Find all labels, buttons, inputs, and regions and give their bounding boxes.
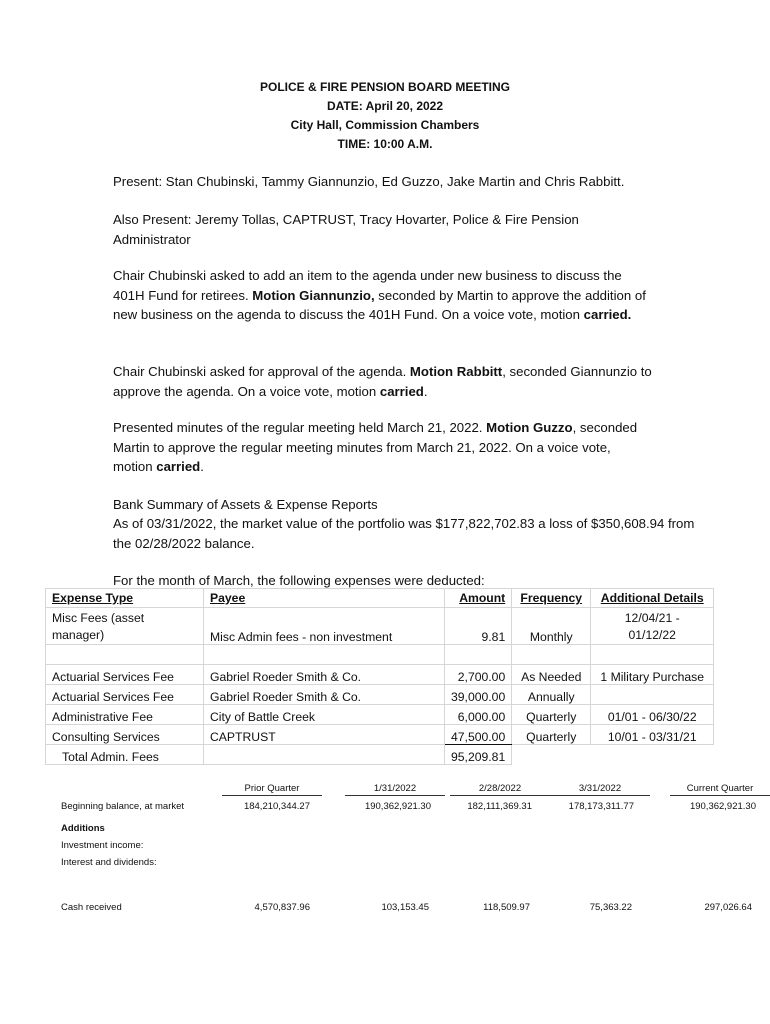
details-cell: 01/01 - 06/30/22 bbox=[591, 705, 714, 725]
beginning-prior-quarter: 184,210,344.27 bbox=[243, 801, 310, 812]
total-amount: 95,209.81 bbox=[445, 745, 512, 765]
table-row bbox=[46, 705, 714, 725]
agenda-approval-paragraph bbox=[113, 362, 668, 401]
beginning-feb: 182,111,369.31 bbox=[467, 801, 532, 812]
minutes-text-1: Presented minutes of the regular meeting held March 21, 2022. bbox=[113, 420, 487, 435]
frequency-cell: Quarterly bbox=[512, 725, 591, 745]
cash-current-quarter: 297,026.64 bbox=[704, 902, 752, 913]
agenda-approval-text-2: , seconded Giannunzio to approve the agenda. On a voice vote, motion bbox=[113, 364, 652, 399]
balance-col-current-quarter: Current Quarter bbox=[670, 783, 770, 796]
expense-type-line-2: manager) bbox=[52, 628, 105, 642]
additions-label: Additions bbox=[61, 823, 105, 834]
agenda-approval-result: carried bbox=[379, 383, 424, 399]
meeting-location: City Hall, Commission Chambers bbox=[290, 118, 480, 132]
beginning-balance-label: Beginning balance, at market bbox=[61, 801, 185, 812]
table-row bbox=[46, 665, 714, 685]
empty-cell bbox=[445, 645, 512, 665]
cash-received-label: Cash received bbox=[61, 902, 122, 913]
agenda-item-paragraph bbox=[113, 266, 653, 325]
empty-cell bbox=[512, 745, 591, 765]
payee-cell: Gabriel Roeder Smith & Co. bbox=[204, 685, 445, 705]
beginning-current-quarter: 190,362,921.30 bbox=[689, 801, 756, 812]
minutes-motion: Motion Guzzo bbox=[486, 420, 573, 435]
amount-cell: 39,000.00 bbox=[445, 685, 512, 705]
frequency-cell: Annually bbox=[512, 685, 591, 705]
expense-type-cell: Actuarial Services Fee bbox=[46, 665, 204, 685]
meeting-time: TIME: 10:00 A.M. bbox=[337, 137, 433, 151]
expense-type-cell: Consulting Services bbox=[46, 725, 204, 745]
amount-cell: 9.81 bbox=[445, 608, 512, 645]
balance-col-prior-quarter: Prior Quarter bbox=[222, 783, 322, 796]
agenda-item-text-1: Chair Chubinski asked to add an item to the agenda under new business to discuss the 401H Fund for retirees. bbox=[113, 268, 622, 303]
empty-cell bbox=[204, 645, 445, 665]
expense-table bbox=[45, 588, 714, 765]
interest-dividends-label: Interest and dividends: bbox=[61, 857, 157, 868]
minutes-paragraph bbox=[113, 418, 648, 477]
frequency-cell: Monthly bbox=[512, 608, 591, 645]
expense-type-cell: Administrative Fee bbox=[46, 705, 204, 725]
details-cell: 1 Military Purchase bbox=[591, 665, 714, 685]
balance-col-feb: 2/28/2022 bbox=[450, 783, 550, 796]
expense-table-header bbox=[46, 589, 714, 608]
meeting-title: POLICE & FIRE PENSION BOARD MEETING bbox=[259, 80, 511, 94]
table-row-spacer bbox=[46, 645, 714, 665]
agenda-approval-text-1: Chair Chubinski asked for approval of the agenda. bbox=[113, 364, 410, 379]
amount-cell: 2,700.00 bbox=[445, 665, 512, 685]
meeting-date: DATE: April 20, 2022 bbox=[326, 99, 444, 113]
expenses-intro: For the month of March, the following expenses were deducted: bbox=[113, 573, 485, 588]
col-expense-type: Expense Type bbox=[46, 589, 204, 608]
payee-cell: CAPTRUST bbox=[204, 725, 445, 745]
total-label: Total Admin. Fees bbox=[46, 745, 204, 765]
agenda-item-result: carried. bbox=[583, 307, 632, 322]
details-line-2: 01/12/22 bbox=[628, 628, 676, 642]
payee-cell: Misc Admin fees - non investment bbox=[204, 608, 445, 645]
also-present-paragraph: Also Present: Jeremy Tollas, CAPTRUST, Tracy Hovarter, Police & Fire Pension Administrator bbox=[113, 212, 579, 247]
bank-summary-heading: Bank Summary of Assets & Expense Reports bbox=[113, 497, 378, 512]
minutes-text-2: , seconded Martin to approve the regular meeting minutes from March 21, 2022. On a voice vote, motion bbox=[113, 420, 638, 474]
details-cell: 10/01 - 03/31/21 bbox=[591, 725, 714, 745]
expense-type-cell: Actuarial Services Fee bbox=[46, 685, 204, 705]
details-cell bbox=[591, 685, 714, 705]
table-row-total bbox=[46, 745, 714, 765]
beginning-mar: 178,173,311.77 bbox=[568, 801, 634, 812]
cash-mar: 75,363.22 bbox=[589, 902, 632, 913]
cash-jan: 103,153.45 bbox=[381, 902, 429, 913]
bank-summary-text: As of 03/31/2022, the market value of the portfolio was $177,822,702.83 a loss of $350,608.94 from the 02/28/2022 balance. bbox=[113, 516, 695, 551]
agenda-approval-text-3: . bbox=[423, 383, 428, 399]
beginning-jan: 190,362,921.30 bbox=[364, 801, 431, 812]
balance-col-jan: 1/31/2022 bbox=[345, 783, 445, 796]
expense-type-line-1: Misc Fees (asset bbox=[52, 611, 145, 625]
empty-cell bbox=[204, 745, 445, 765]
table-row bbox=[46, 725, 714, 745]
cash-feb: 118,509.97 bbox=[483, 902, 530, 913]
agenda-item-motion: Motion Giannunzio, bbox=[252, 287, 375, 303]
frequency-cell: As Needed bbox=[512, 665, 591, 685]
empty-cell bbox=[591, 645, 714, 665]
minutes-text-3: . bbox=[200, 459, 204, 474]
amount-cell: 47,500.00 bbox=[445, 725, 512, 745]
investment-income-label: Investment income: bbox=[61, 840, 144, 851]
empty-cell bbox=[591, 745, 714, 765]
present-paragraph: Present: Stan Chubinski, Tammy Giannunzio, Ed Guzzo, Jake Martin and Chris Rabbitt. bbox=[113, 174, 625, 189]
table-row bbox=[46, 685, 714, 705]
empty-cell bbox=[46, 645, 204, 665]
details-cell bbox=[591, 608, 714, 645]
details-line-1: 12/04/21 - bbox=[624, 611, 680, 625]
col-payee: Payee bbox=[204, 589, 445, 608]
frequency-cell: Quarterly bbox=[512, 705, 591, 725]
col-amount: Amount bbox=[445, 589, 512, 608]
payee-cell: Gabriel Roeder Smith & Co. bbox=[204, 665, 445, 685]
minutes-result: carried bbox=[156, 459, 201, 474]
balance-col-mar: 3/31/2022 bbox=[550, 783, 650, 796]
payee-cell: City of Battle Creek bbox=[204, 705, 445, 725]
expense-type-cell bbox=[46, 608, 204, 645]
col-frequency: Frequency bbox=[512, 589, 591, 608]
agenda-approval-motion: Motion Rabbitt bbox=[409, 364, 503, 379]
amount-cell: 6,000.00 bbox=[445, 705, 512, 725]
table-row bbox=[46, 608, 714, 645]
col-additional-details: Additional Details bbox=[591, 589, 714, 608]
empty-cell bbox=[512, 645, 591, 665]
agenda-item-text-2: seconded by Martin to approve the addition of new business on the agenda to discuss the 401H Fund. On a voice vote, motion bbox=[113, 287, 646, 322]
cash-prior-quarter: 4,570,837.96 bbox=[254, 902, 310, 913]
